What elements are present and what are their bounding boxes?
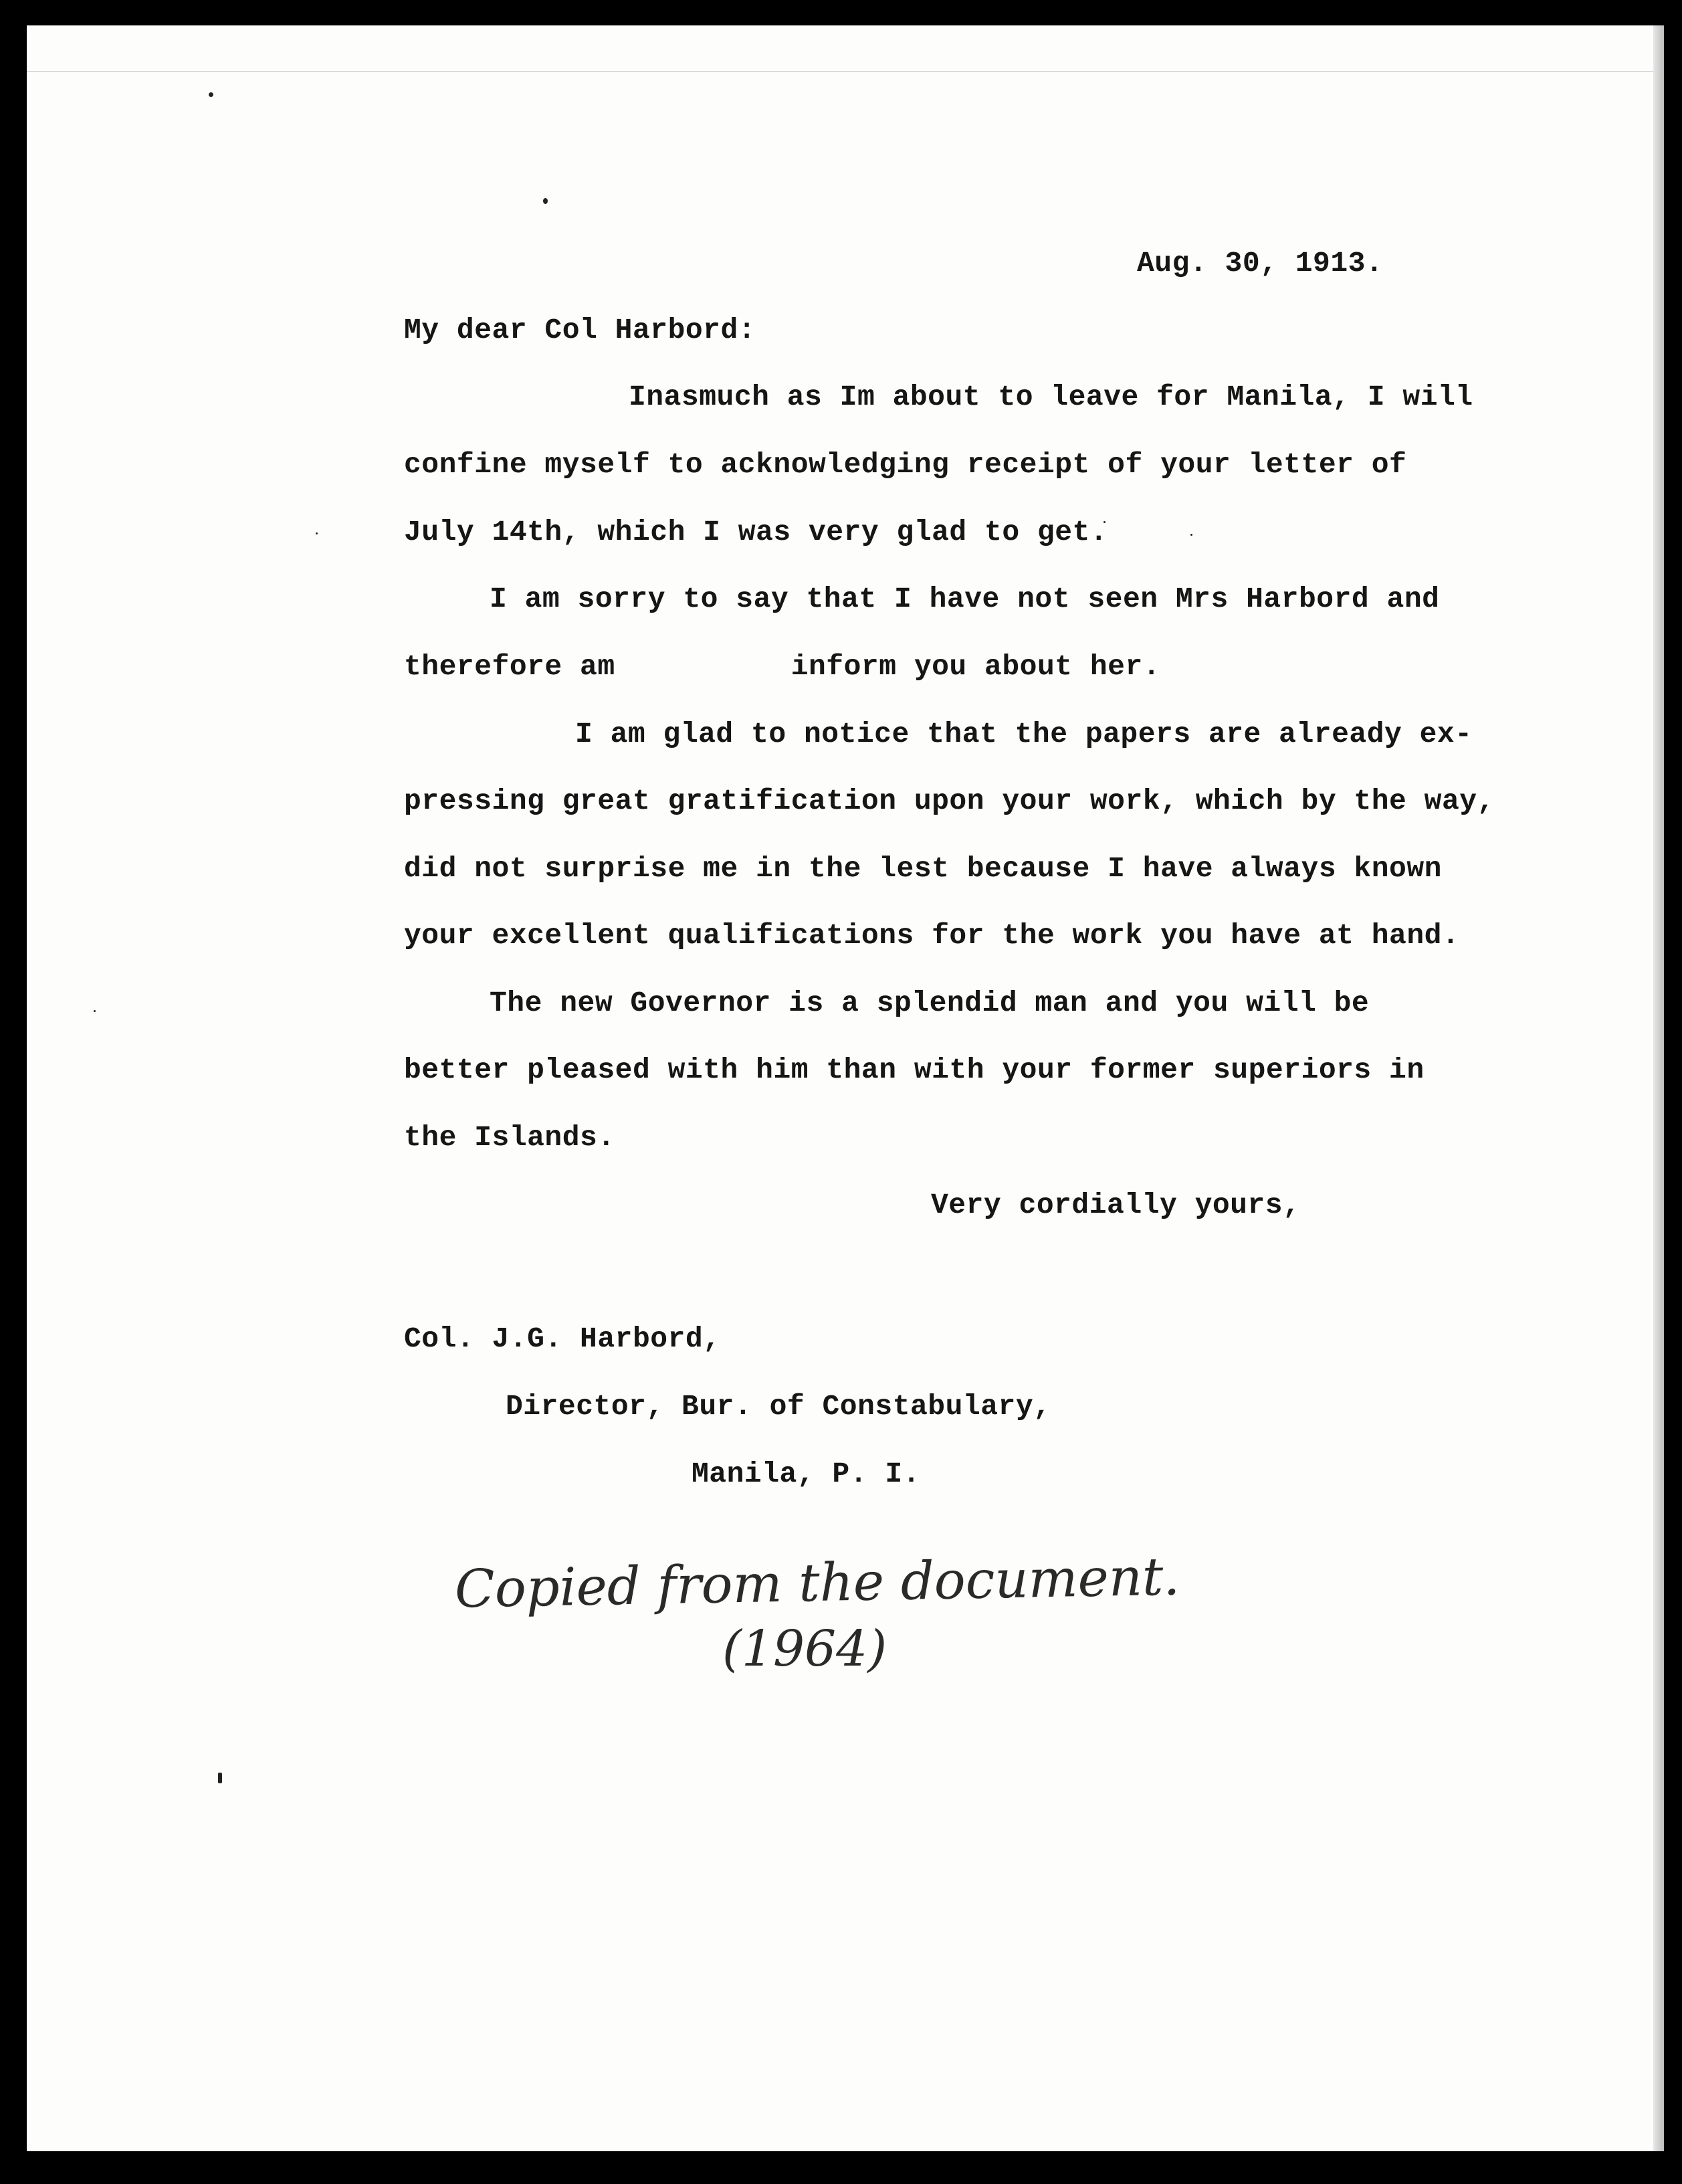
letter-closing: Very cordially yours,: [931, 1189, 1301, 1221]
handwritten-note-line1: Copied from the document.: [454, 1547, 1180, 1620]
body-line: better pleased with him than with your former superiors in: [404, 1054, 1425, 1086]
body-line: confine myself to acknowledging receipt of your letter of: [404, 448, 1407, 481]
body-line: I am sorry to say that I have not seen Mrs Harbord and: [490, 583, 1440, 615]
scan-speck: [209, 92, 213, 97]
scan-speck: [218, 1773, 222, 1783]
body-line: did not surprise me in the lest because I have always known: [404, 852, 1442, 885]
body-line: therefore am inform you about her.: [404, 650, 1161, 683]
address-title: Director, Bur. of Constabulary,: [506, 1390, 1051, 1423]
body-line: I am glad to notice that the papers are already ex-: [575, 718, 1473, 751]
body-line: The new Governor is a splendid man and you will be: [490, 987, 1370, 1019]
scan-speck: [94, 1010, 96, 1012]
letter-date: Aug. 30, 1913.: [1137, 247, 1384, 280]
body-line: the Islands.: [404, 1121, 615, 1154]
address-location: Manila, P. I.: [692, 1458, 920, 1490]
document-page: [27, 25, 1664, 2151]
body-line: your excellent qualifications for the work you have at hand.: [404, 919, 1460, 952]
address-name: Col. J.G. Harbord,: [404, 1322, 721, 1355]
scan-speck: [316, 532, 318, 534]
scan-speck: [1190, 534, 1192, 536]
body-line: Inasmuch as Im about to leave for Manila, I will: [629, 381, 1473, 413]
top-scan-line: [27, 71, 1664, 72]
body-line: pressing great gratification upon your work, which by the way,: [404, 785, 1495, 817]
body-line: July 14th, which I was very glad to get.: [404, 516, 1108, 549]
handwritten-note-year: (1964): [722, 1620, 887, 1678]
page-edge-shadow: [1653, 25, 1664, 2151]
letter-salutation: My dear Col Harbord:: [404, 314, 756, 346]
scan-speck: [543, 198, 548, 204]
